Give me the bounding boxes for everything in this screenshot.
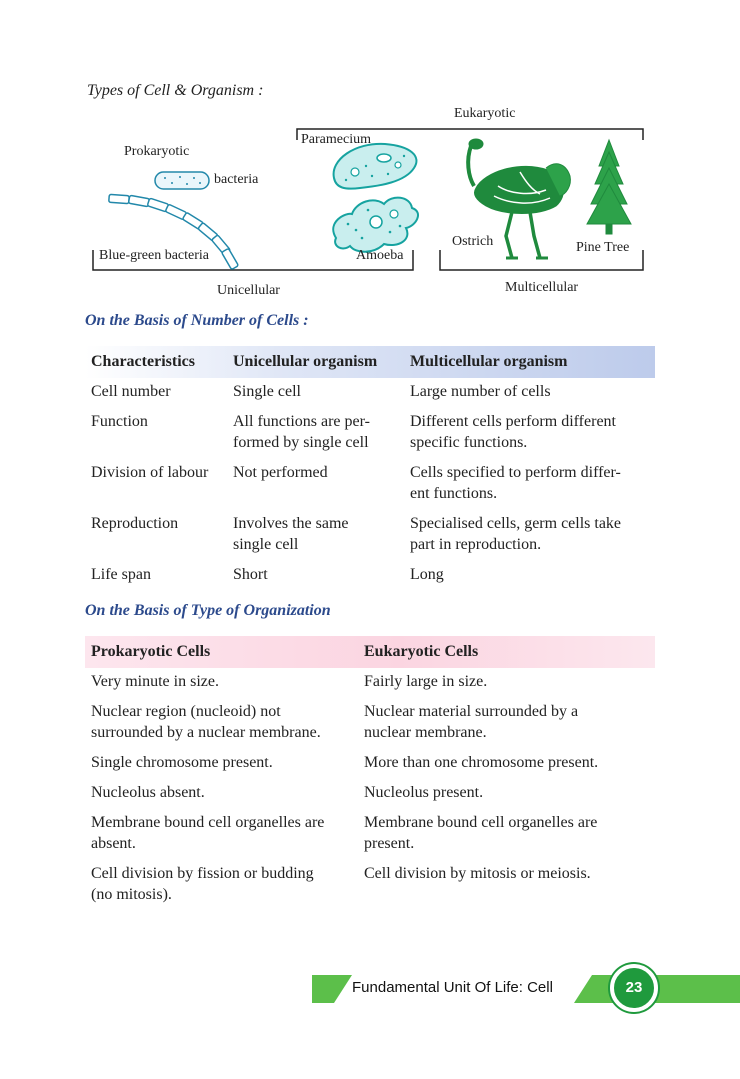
pine-tree-label: Pine Tree bbox=[576, 240, 630, 255]
pine-tree-illustration bbox=[587, 140, 631, 234]
unicellular-label: Unicellular bbox=[217, 283, 280, 298]
table-row bbox=[85, 668, 655, 698]
amoeba-illustration bbox=[333, 198, 418, 252]
table-cell: Single chromosome present. bbox=[91, 754, 273, 771]
table-cell: Nucleolus present. bbox=[364, 784, 484, 801]
table-cell: Fairly large in size. bbox=[364, 673, 488, 690]
section-title-type-of-organization: On the Basis of Type of Organization bbox=[85, 602, 331, 619]
paramecium-label: Paramecium bbox=[301, 132, 371, 147]
bacteria-label: bacteria bbox=[214, 172, 259, 187]
column-header: Eukaryotic Cells bbox=[364, 643, 479, 660]
table-row bbox=[85, 408, 655, 459]
table-cell: Very minute in size. bbox=[91, 673, 219, 690]
number-of-cells-table bbox=[85, 346, 655, 591]
table-cell: Division of labour bbox=[91, 464, 209, 481]
column-header: Multicellular organism bbox=[410, 353, 568, 370]
table-cell: Cell number bbox=[91, 383, 171, 400]
eukaryotic-label: Eukaryotic bbox=[454, 106, 516, 121]
table-cell: Involves the same single cell bbox=[233, 515, 349, 553]
table-row bbox=[85, 378, 655, 408]
table-row bbox=[85, 749, 655, 779]
table-row bbox=[85, 809, 655, 860]
table-cell: Nucleolus absent. bbox=[91, 784, 205, 801]
section-title-number-of-cells: On the Basis of Number of Cells : bbox=[85, 312, 309, 329]
table-cell: Large number of cells bbox=[410, 383, 551, 400]
table-cell: Single cell bbox=[233, 383, 301, 400]
table-header-row bbox=[85, 636, 655, 668]
column-header: Characteristics bbox=[91, 353, 195, 370]
table-row bbox=[85, 510, 655, 561]
prokaryotic-label: Prokaryotic bbox=[124, 144, 190, 159]
table-cell: Different cells perform different specific functions. bbox=[410, 413, 616, 451]
diagram-title: Types of Cell & Organism : bbox=[87, 82, 264, 99]
table-cell: Membrane bound cell organelles are absent. bbox=[91, 814, 325, 852]
table-cell: All functions are per- formed by single cell bbox=[233, 413, 370, 451]
amoeba-label: Amoeba bbox=[356, 248, 404, 263]
chapter-title: Fundamental Unit Of Life: Cell bbox=[352, 979, 553, 996]
table-cell: Cell division by fission or budding (no mitosis). bbox=[91, 865, 314, 903]
table-row bbox=[85, 698, 655, 749]
paramecium-illustration bbox=[334, 144, 417, 189]
type-of-organization-table-body bbox=[85, 668, 655, 911]
footer-accent-left bbox=[312, 975, 352, 1003]
multicellular-label: Multicellular bbox=[505, 280, 579, 295]
column-header: Prokaryotic Cells bbox=[91, 643, 211, 660]
table-row bbox=[85, 561, 655, 591]
table-cell: Cells specified to perform differ- ent functions. bbox=[410, 464, 621, 502]
blue-green-bacteria-label: Blue-green bacteria bbox=[99, 248, 209, 263]
bacteria-illustration bbox=[155, 172, 209, 189]
type-of-organization-table bbox=[85, 636, 655, 911]
table-cell: Long bbox=[410, 566, 444, 583]
table-cell: Life span bbox=[91, 566, 151, 583]
table-cell: Function bbox=[91, 413, 148, 430]
table-cell: Reproduction bbox=[91, 515, 179, 532]
table-cell: Nuclear region (nucleoid) not surrounded by a nuclear membrane. bbox=[91, 703, 321, 741]
page-number: 23 bbox=[610, 964, 658, 1012]
table-row bbox=[85, 459, 655, 510]
table-header-row bbox=[85, 346, 655, 378]
ostrich-label: Ostrich bbox=[452, 234, 494, 249]
column-header: Unicellular organism bbox=[233, 353, 378, 370]
table-cell: Not performed bbox=[233, 464, 328, 481]
table-cell: Nuclear material surrounded by a nuclear membrane. bbox=[364, 703, 579, 741]
table-row bbox=[85, 779, 655, 809]
table-cell: Specialised cells, germ cells take part in reproduction. bbox=[410, 515, 622, 553]
table-cell: Membrane bound cell organelles are present. bbox=[364, 814, 598, 852]
number-of-cells-table-body bbox=[85, 378, 655, 591]
table-cell: Short bbox=[233, 566, 268, 583]
table-row bbox=[85, 860, 655, 911]
table-cell: More than one chromosome present. bbox=[364, 754, 599, 771]
table-cell: Cell division by mitosis or meiosis. bbox=[364, 865, 591, 882]
